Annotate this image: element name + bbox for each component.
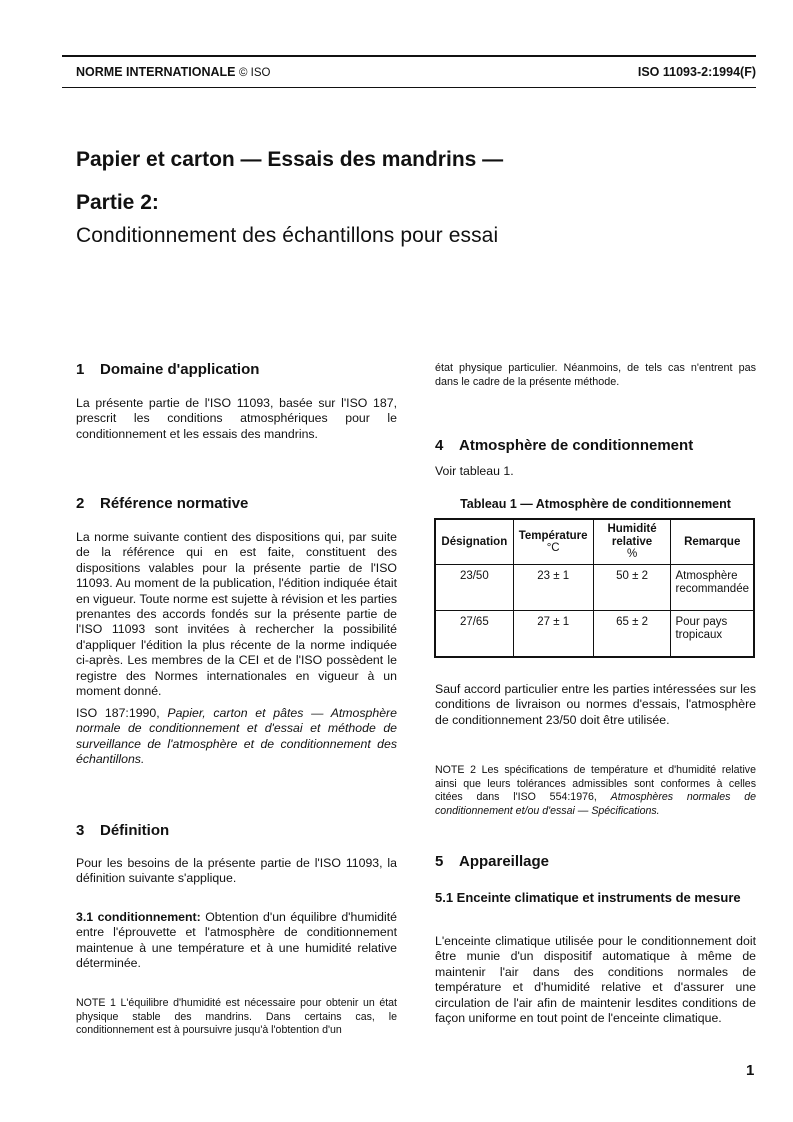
- section-4-heading: [435, 437, 693, 454]
- standard-type: NORME INTERNATIONALE: [76, 65, 236, 79]
- standard-number: ISO 11093-2:1994(F): [637, 65, 756, 79]
- section-title: Atmosphère de conditionnement: [459, 437, 694, 454]
- cell-humidity: 65 ± 2: [593, 611, 671, 658]
- part-label: Partie 2:: [76, 191, 159, 214]
- running-header: [62, 55, 756, 88]
- section-number: 4: [435, 437, 444, 454]
- header-text: Humidité: [607, 523, 657, 536]
- section-1-heading: [76, 361, 259, 378]
- section-5-1-text: L'enceinte climatique utilisée pour le conditionnement doit être munie d'un dispositif automatique à même de maintenir l'air dans des conditions normales de température et d'humidité relative et d'assurer une circulation de l'air afin de maintenir lesdites conditions de façon uniforme en tout point de l'enceinte climatique.: [435, 934, 756, 1026]
- header-text: Température: [518, 529, 588, 542]
- section-3-heading: [76, 822, 169, 839]
- section-2-text: La norme suivante contient des dispositions qui, par suite de la référence qui en est faite, constituent des dispositions valables pour la présente partie de l'ISO 11093. Au moment de la publication, l'édition indiquée était en vigueur. Toute norme est sujette à révision et les parties prenantes des accords fondés sur la présente partie de l'ISO 11093 sont invitées à rechercher la possibilité d'appliquer l'édition la plus récente de la norme indiquée ci-après. Les membres de la CEI et de l'ISO possèdent le registre des Normes internationales en vigueur à un moment donné.: [76, 530, 397, 699]
- column-header: [513, 519, 593, 565]
- document-title: Papier et carton — Essais des mandrins —: [76, 148, 504, 171]
- header-text: Remarque: [684, 535, 741, 548]
- table-row: [435, 565, 754, 611]
- column-header: [593, 519, 671, 565]
- section-number: 2: [76, 495, 85, 512]
- cell-temperature: 23 ± 1: [513, 565, 593, 611]
- section-3-text: Pour les besoins de la présente partie de l'ISO 11093, la définition suivante s'applique.: [76, 856, 397, 886]
- header-unit: °C: [546, 542, 560, 554]
- section-title: Définition: [100, 822, 170, 839]
- section-number: 5: [435, 853, 444, 870]
- note-text: NOTE 2 Les spécifications de température et d'humidité relative ainsi que leurs tolérances admissibles sont conformes à celles citées dans l'ISO 554:1976,: [435, 764, 756, 803]
- note-2: [435, 764, 756, 818]
- reference-code: ISO 187:1990,: [76, 706, 160, 720]
- subsection-5-1-heading: 5.1 Enceinte climatique et instruments de mesure: [435, 890, 741, 905]
- definition-3-1: [76, 910, 397, 972]
- section-title: Domaine d'application: [100, 361, 260, 378]
- header-text: Désignation: [441, 535, 508, 548]
- table-caption: Tableau 1 — Atmosphère de conditionnement: [460, 497, 731, 511]
- column-header: [671, 519, 754, 565]
- header-text: relative: [611, 535, 653, 548]
- section-2-heading: [76, 495, 248, 512]
- normative-reference: [76, 706, 397, 768]
- definition-term: 3.1 conditionnement:: [76, 910, 201, 924]
- cell-temperature: 27 ± 1: [513, 611, 593, 658]
- table-row: [435, 611, 754, 658]
- definition-text: Obtention d'un équilibre d'humidité entre l'éprouvette et l'atmosphère de conditionnement maintenue à une température et à une humidité relative déterminée.: [76, 910, 397, 971]
- cell-remark: Pour pays tropicaux: [671, 611, 754, 658]
- note-reference-title: Atmosphères normales de conditionnement et/ou d'essai — Spécifications.: [435, 791, 756, 817]
- column-header: [435, 519, 513, 565]
- table-header-row: [435, 519, 754, 565]
- page-number: 1: [746, 1062, 755, 1079]
- section-4-text: Voir tableau 1.: [435, 464, 514, 478]
- document-subtitle: Conditionnement des échantillons pour essai: [76, 224, 499, 247]
- cell-remark: Atmosphère recommandée: [671, 565, 754, 611]
- reference-title: Papier, carton et pâtes — Atmosphère normale de conditionnement et d'essai et méthode de surveillance de l'atmosphère et de conditionnement des échantillons.: [76, 706, 397, 767]
- section-1-text: La présente partie de l'ISO 11093, basée sur l'ISO 187, prescrit les conditions atmosphériques pour le conditionnement et les essais des mandrins.: [76, 396, 397, 441]
- header-left: [76, 65, 270, 79]
- note-1-continued: état physique particulier. Néanmoins, de tels cas n'entrent pas dans le cadre de la présente méthode.: [435, 362, 756, 388]
- cell-humidity: 50 ± 2: [593, 565, 671, 611]
- section-title: Référence normative: [100, 495, 249, 512]
- section-number: 3: [76, 822, 85, 839]
- section-5-heading: [435, 853, 549, 870]
- section-title: Appareillage: [459, 853, 550, 870]
- cell-designation: 27/65: [435, 611, 513, 658]
- conditioning-table: [434, 518, 755, 658]
- header-unit: %: [626, 548, 638, 561]
- copyright-mark: © ISO: [238, 67, 271, 79]
- note-1: NOTE 1 L'équilibre d'humidité est nécessaire pour obtenir un état physique stable des mandrins. Dans certains cas, le conditionnement est à poursuivre jusqu'à l'obtention d'un: [76, 997, 397, 1036]
- cell-designation: 23/50: [435, 565, 513, 611]
- section-4-text-2: Sauf accord particulier entre les parties intéressées sur les conditions de livraison ou normes d'essais, l'atmosphère de conditionnement 23/50 doit être utilisée.: [435, 682, 756, 727]
- section-number: 1: [76, 361, 85, 378]
